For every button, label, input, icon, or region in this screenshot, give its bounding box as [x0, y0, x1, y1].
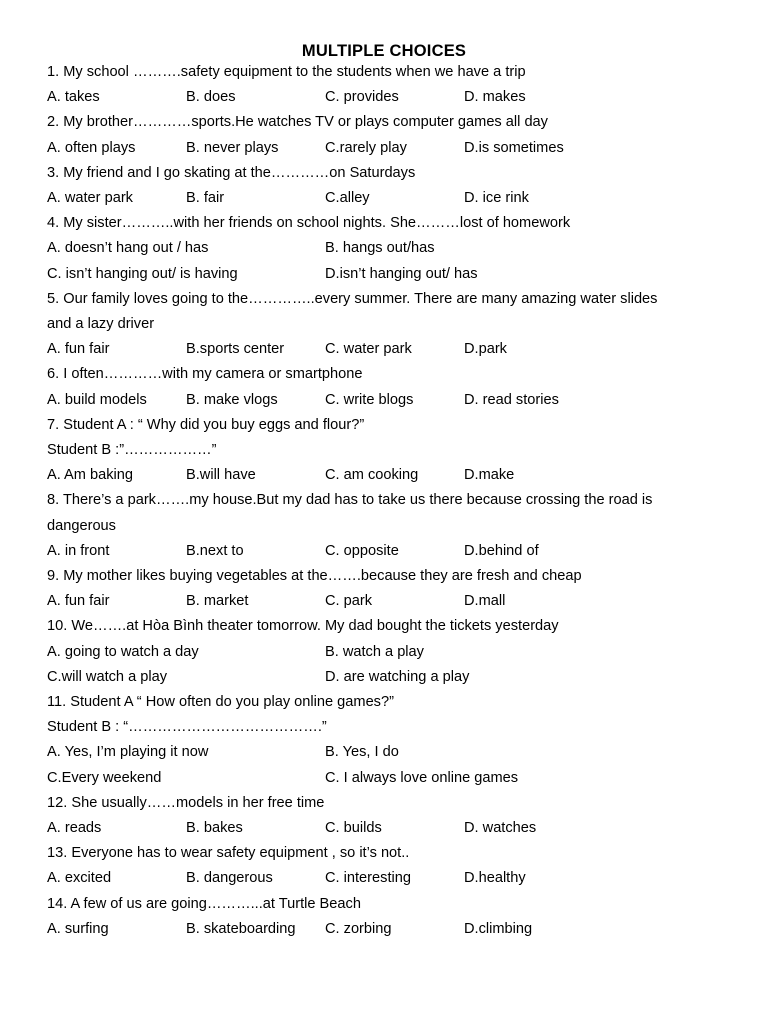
question-5-stem: and a lazy driver — [47, 316, 155, 332]
question-8-option-4: D.behind of — [464, 542, 539, 559]
question-5-option-2: B.sports center — [186, 341, 285, 358]
question-11-stem: Student B : “………………………………….” — [47, 719, 327, 736]
question-1-stem: 1. My school ……….safety equipment to the students when we have a trip — [47, 64, 526, 80]
question-2-option-4: D.is sometimes — [464, 139, 564, 156]
question-1-option-1: A. takes — [47, 89, 100, 106]
question-8-option-2: B.next to — [186, 542, 244, 559]
question-3-option-3: C.alley — [325, 190, 370, 206]
question-8-stem: 8. There’s a park…….my house.But my dad has to take us there because crossing the road is — [47, 492, 653, 509]
question-3-option-1: A. water park — [47, 190, 133, 206]
question-6-option-3: C. write blogs — [325, 391, 414, 408]
question-13-stem: 13. Everyone has to wear safety equipment , so it’s not.. — [47, 845, 410, 862]
question-4-option-1: A. doesn’t hang out / has — [47, 240, 209, 257]
question-7-option-4: D.make — [464, 467, 515, 484]
question-9-option-3: C. park — [325, 593, 373, 610]
question-9-option-1: A. fun fair — [47, 593, 110, 610]
question-2-option-2: B. never plays — [186, 139, 279, 156]
question-6-stem: 6. I often…………with my camera or smartphone — [47, 366, 363, 383]
question-7-option-1: A. Am baking — [47, 467, 133, 484]
question-11-option-2: B. Yes, I do — [325, 744, 399, 761]
question-2-option-3: C.rarely play — [325, 139, 407, 156]
question-14-option-2: B. skateboarding — [186, 920, 296, 937]
question-9-stem: 9. My mother likes buying vegetables at the…….because they are fresh and cheap — [47, 568, 582, 584]
question-14-option-4: D.climbing — [464, 920, 533, 937]
question-5-option-3: C. water park — [325, 341, 412, 358]
question-14-option-1: A. surfing — [47, 920, 109, 937]
question-10-option-3: C.will watch a play — [47, 668, 168, 685]
question-6-option-1: A. build models — [47, 391, 147, 408]
question-4-option-4: D.isn’t hanging out/ has — [325, 265, 478, 282]
question-11-option-4: C. I always love online games — [325, 769, 519, 786]
question-2-option-1: A. often plays — [47, 139, 136, 156]
question-5-option-4: D.park — [464, 341, 507, 358]
question-14-stem: 14. A few of us are going………...at Turtle Beach — [47, 895, 361, 912]
question-11-stem: 11. Student A “ How often do you play online games?” — [47, 694, 394, 710]
question-8-option-3: C. opposite — [325, 542, 399, 559]
question-13-option-3: C. interesting — [325, 870, 411, 887]
question-8-stem: dangerous — [47, 517, 116, 534]
question-3-option-2: B. fair — [186, 190, 225, 206]
question-11-option-1: A. Yes, I’m playing it now — [47, 744, 209, 761]
question-4-option-2: B. hangs out/has — [325, 240, 435, 257]
question-9-option-4: D.mall — [464, 593, 506, 610]
question-10-option-1: A. going to watch a day — [47, 643, 199, 660]
question-3-option-4: D. ice rink — [464, 190, 529, 206]
question-5-stem: 5. Our family loves going to the…………..every summer. There are many amazing water slides — [47, 290, 658, 307]
question-3-stem: 3. My friend and I go skating at the…………on Saturdays — [47, 164, 416, 181]
question-1-option-3: C. provides — [325, 89, 399, 106]
question-14-option-3: C. zorbing — [325, 920, 392, 937]
question-1-option-2: B. does — [186, 89, 236, 106]
question-10-stem: 10. We…….at Hòa Bình theater tomorrow. My dad bought the tickets yesterday — [47, 618, 559, 635]
question-12-option-4: D. watches — [464, 820, 537, 836]
question-12-option-2: B. bakes — [186, 820, 243, 836]
question-11-option-3: C.Every weekend — [47, 769, 162, 786]
question-2-stem: 2. My brother…………sports.He watches TV or plays computer games all day — [47, 114, 548, 131]
question-7-option-3: C. am cooking — [325, 467, 419, 484]
question-12-option-1: A. reads — [47, 820, 102, 836]
question-13-option-4: D.healthy — [464, 870, 526, 887]
page-title: MULTIPLE CHOICES — [301, 42, 467, 60]
question-6-option-4: D. read stories — [464, 391, 559, 408]
question-1-option-4: D. makes — [464, 89, 526, 106]
question-7-stem: 7. Student A : “ Why did you buy eggs and flour?” — [47, 416, 365, 433]
question-7-stem: Student B :”………………” — [47, 442, 217, 458]
question-12-option-3: C. builds — [325, 820, 382, 836]
question-13-option-1: A. excited — [47, 870, 112, 887]
question-12-stem: 12. She usually……models in her free time — [47, 794, 325, 811]
question-9-option-2: B. market — [186, 593, 249, 610]
question-4-stem: 4. My sister………..with her friends on school nights. She………lost of homework — [47, 215, 571, 232]
question-5-option-1: A. fun fair — [47, 341, 110, 358]
question-8-option-1: A. in front — [47, 542, 110, 559]
question-7-option-2: B.will have — [186, 467, 256, 484]
question-4-option-3: C. isn’t hanging out/ is having — [47, 265, 238, 282]
question-6-option-2: B. make vlogs — [186, 391, 278, 408]
question-13-option-2: B. dangerous — [186, 870, 273, 887]
question-10-option-4: D. are watching a play — [325, 668, 470, 685]
question-10-option-2: B. watch a play — [325, 643, 424, 660]
